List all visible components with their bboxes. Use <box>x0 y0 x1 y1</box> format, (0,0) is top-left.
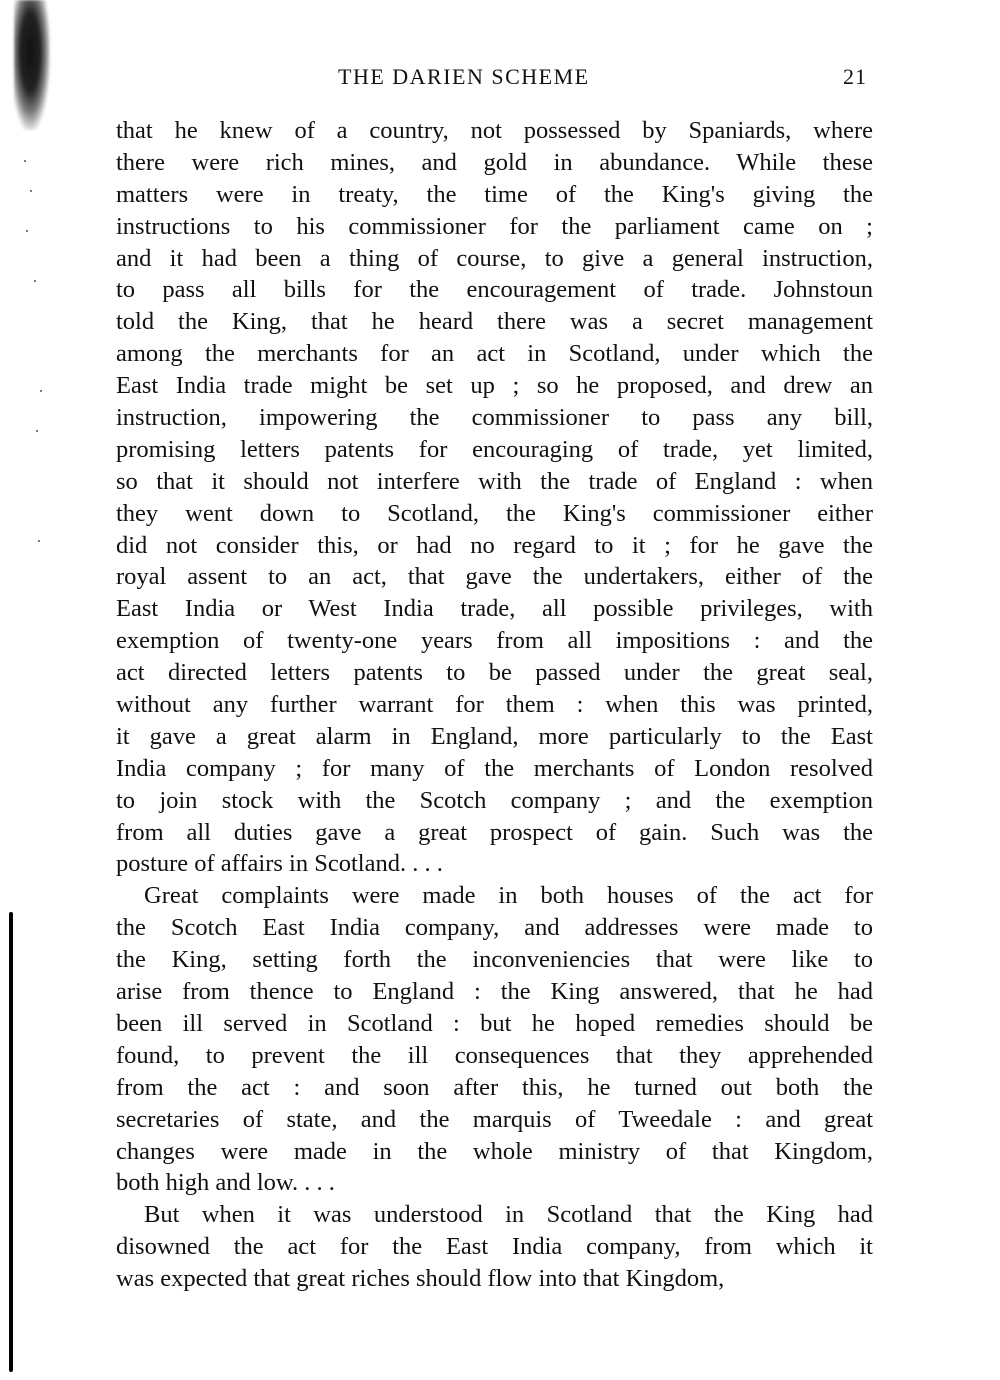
text-line: found, to prevent the ill consequences that they apprehended <box>116 1041 873 1069</box>
text-line: matters were in treaty, the time of the King's giving the <box>116 180 873 208</box>
text-line: told the King, that he heard there was a secret management <box>116 308 873 336</box>
text-line: arise from thence to England : the King answered, that he had <box>116 978 873 1006</box>
text-line: to join stock with the Scotch company ; and the exemption <box>116 786 873 814</box>
text-line: But when it was understood in Scotland that the King had <box>144 1201 873 1229</box>
text-line: royal assent to an act, that gave the undertakers, either of the <box>116 563 873 591</box>
body-text <box>116 115 873 1295</box>
text-line: East India or West India trade, all possible privileges, with <box>116 595 873 623</box>
text-line: the Scotch East India company, and addresses were made to <box>116 914 873 942</box>
text-line: India company ; for many of the merchants of London resolved <box>116 754 873 782</box>
page-number: 21 <box>843 64 867 89</box>
paragraph <box>116 115 873 880</box>
text-line: the King, setting forth the inconveniencies that were like to <box>116 946 873 974</box>
paragraph <box>116 1199 873 1295</box>
text-line: without any further warrant for them : when this was printed, <box>116 691 873 719</box>
text-line: instructions to his commissioner for the parliament came on ; <box>116 212 873 240</box>
text-line: been ill served in Scotland : but he hoped remedies should be <box>116 1009 873 1037</box>
binding-edge-line <box>9 912 13 1372</box>
text-line: from the act : and soon after this, he turned out both the <box>116 1073 873 1101</box>
text-line: disowned the act for the East India company, from which it <box>116 1233 873 1261</box>
text-line: act directed letters patents to be passed under the great seal, <box>116 659 873 687</box>
text-line: so that it should not interfere with the trade of England : when <box>116 467 873 495</box>
text-line: Great complaints were made in both houses of the act for <box>144 882 873 910</box>
text-line: to pass all bills for the encouragement of trade. Johnstoun <box>116 276 873 304</box>
text-line: they went down to Scotland, the King's commissioner either <box>116 499 873 527</box>
text-line: posture of affairs in Scotland. . . . <box>116 850 443 878</box>
paragraph <box>116 880 873 1199</box>
text-line: East India trade might be set up ; so he proposed, and drew an <box>116 372 873 400</box>
text-line: that he knew of a country, not possessed by Spaniards, where <box>116 117 873 144</box>
text-line: secretaries of state, and the marquis of Tweedale : and great <box>116 1105 873 1133</box>
text-line: from all duties gave a great prospect of gain. Such was the <box>116 818 873 846</box>
text-line: there were rich mines, and gold in abundance. While these <box>116 148 873 176</box>
text-line: promising letters patents for encouraging of trade, yet limited, <box>116 435 873 463</box>
text-line: changes were made in the whole ministry of that Kingdom, <box>116 1137 873 1165</box>
text-line: it gave a great alarm in England, more particularly to the East <box>116 722 873 750</box>
text-line: was expected that great riches should flow into that Kingdom, <box>116 1265 725 1293</box>
text-line: and it had been a thing of course, to give a general instruction, <box>116 244 873 272</box>
running-head <box>0 64 1000 94</box>
text-line: instruction, impowering the commissioner to pass any bill, <box>116 404 873 432</box>
text-line: both high and low. . . . <box>116 1169 335 1197</box>
scan-specks <box>20 130 60 550</box>
text-line: did not consider this, or had no regard to it ; for he gave the <box>116 531 873 559</box>
running-head-title: THE DARIEN SCHEME <box>338 64 590 89</box>
text-line: among the merchants for an act in Scotland, under which the <box>116 340 873 368</box>
text-line: exemption of twenty-one years from all impositions : and the <box>116 627 873 655</box>
